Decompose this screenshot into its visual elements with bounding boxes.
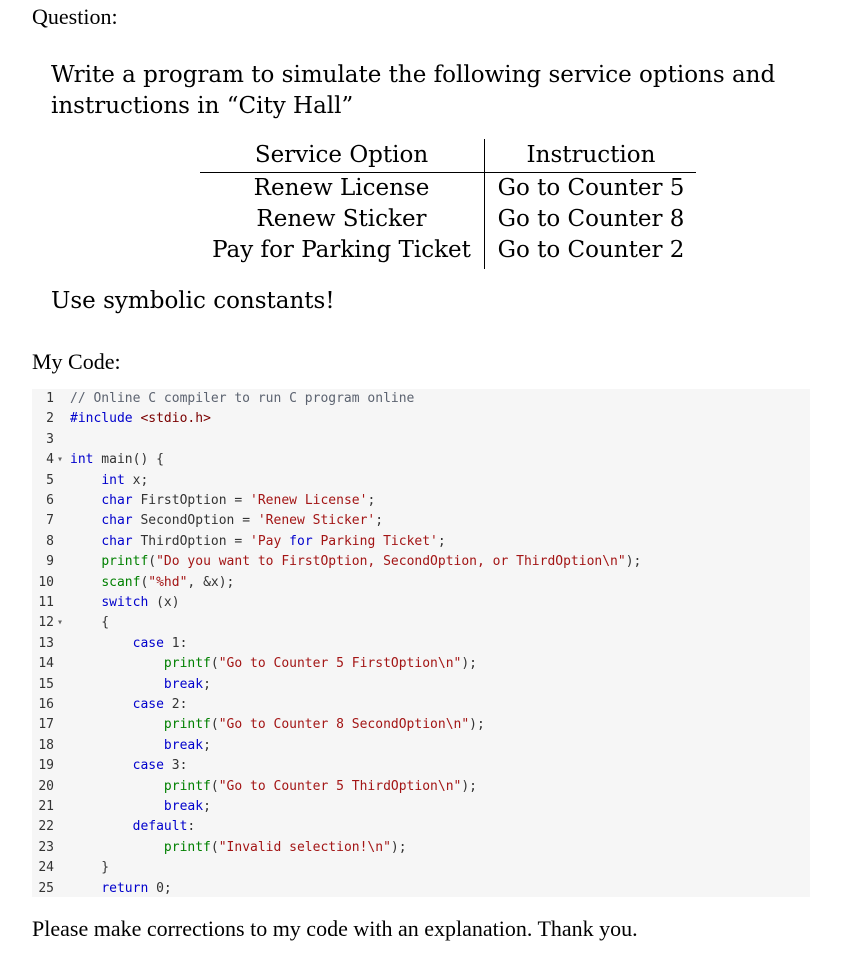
code-text: case 2: bbox=[132, 697, 188, 712]
line-number: 2 bbox=[46, 411, 54, 427]
code-line bbox=[32, 573, 810, 593]
code-line bbox=[32, 817, 810, 837]
table-header-service-option: Service Option bbox=[254, 142, 429, 168]
line-number: 23 bbox=[38, 839, 54, 855]
closing-request: Please make corrections to my code with an explanation. Thank you. bbox=[32, 916, 638, 941]
code-line bbox=[32, 593, 810, 613]
line-number: 1 bbox=[46, 391, 54, 406]
fold-toggle-icon[interactable]: ▾ bbox=[57, 454, 64, 466]
code-text: printf("Invalid selection!\n"); bbox=[163, 839, 407, 855]
symbolic-constants-note: Use symbolic constants! bbox=[51, 288, 335, 314]
line-number: 3 bbox=[46, 431, 54, 447]
code-text: #include <stdio.h> bbox=[70, 411, 211, 427]
table-cell-service: Renew License bbox=[253, 175, 430, 201]
line-number: 20 bbox=[38, 778, 54, 794]
line-number: 25 bbox=[38, 880, 54, 896]
line-number: 6 bbox=[46, 493, 54, 508]
code-text: return 0; bbox=[101, 880, 172, 896]
code-text: printf("Go to Counter 5 FirstOption\n"); bbox=[163, 656, 478, 672]
prompt-line-2: instructions in “City Hall” bbox=[51, 93, 354, 119]
line-number: 16 bbox=[38, 697, 54, 712]
line-number: 8 bbox=[46, 533, 54, 549]
code-line bbox=[32, 777, 810, 797]
line-number: 17 bbox=[38, 717, 54, 733]
code-line bbox=[32, 409, 810, 429]
code-line bbox=[32, 532, 810, 552]
code-line bbox=[32, 552, 810, 572]
line-number: 15 bbox=[38, 676, 54, 692]
code-line bbox=[32, 491, 810, 511]
code-line bbox=[32, 511, 810, 531]
line-number: 13 bbox=[38, 635, 54, 651]
code-line bbox=[32, 675, 810, 695]
table-cell-service: Pay for Parking Ticket bbox=[212, 237, 471, 263]
code-text: scanf("%hd", &x); bbox=[101, 574, 235, 590]
code-editor bbox=[32, 389, 810, 897]
code-text: break; bbox=[163, 676, 211, 692]
code-line bbox=[32, 838, 810, 858]
code-text: } bbox=[70, 860, 110, 876]
table-cell-instruction: Go to Counter 8 bbox=[497, 206, 685, 232]
line-number: 9 bbox=[46, 554, 54, 570]
service-table bbox=[200, 139, 696, 269]
table-cell-instruction: Go to Counter 5 bbox=[497, 175, 685, 201]
code-text: printf("Go to Counter 5 ThirdOption\n"); bbox=[163, 778, 478, 794]
question-heading: Question: bbox=[32, 4, 118, 29]
line-number: 18 bbox=[38, 737, 54, 753]
code-line bbox=[32, 471, 810, 491]
line-number: 11 bbox=[38, 595, 54, 610]
code-line bbox=[32, 715, 810, 735]
code-line bbox=[32, 797, 810, 817]
code-text: { bbox=[70, 615, 110, 631]
table-cell-service: Renew Sticker bbox=[256, 206, 427, 232]
code-text: char ThirdOption = 'Pay for Parking Ticket'; bbox=[101, 533, 446, 549]
line-number: 19 bbox=[38, 758, 54, 774]
my-code-heading: My Code: bbox=[32, 349, 121, 374]
code-text: switch (x) bbox=[101, 595, 180, 610]
code-line bbox=[32, 756, 810, 776]
code-line bbox=[32, 858, 810, 878]
code-text: printf("Do you want to FirstOption, SecondOption, or ThirdOption\n"); bbox=[101, 554, 642, 570]
line-number: 7 bbox=[46, 513, 54, 529]
code-text: break; bbox=[163, 799, 211, 814]
table-column-divider bbox=[484, 139, 485, 269]
code-line bbox=[32, 695, 810, 715]
line-number: 5 bbox=[46, 472, 54, 488]
code-text: int main() { bbox=[70, 452, 164, 468]
table-cell-instruction: Go to Counter 2 bbox=[497, 237, 685, 263]
code-line bbox=[32, 634, 810, 654]
fold-toggle-icon[interactable]: ▾ bbox=[57, 617, 64, 629]
line-number: 14 bbox=[38, 656, 54, 672]
line-number: 10 bbox=[38, 574, 54, 590]
table-header-instruction: Instruction bbox=[526, 142, 656, 168]
line-number: 22 bbox=[38, 819, 54, 835]
code-text: break; bbox=[163, 737, 211, 753]
line-number: 4 bbox=[46, 452, 54, 468]
code-text: char FirstOption = 'Renew License'; bbox=[101, 493, 376, 508]
code-text: case 3: bbox=[132, 758, 188, 774]
line-number: 21 bbox=[38, 799, 54, 814]
prompt-line-1: Write a program to simulate the following service options and bbox=[51, 62, 776, 88]
code-line bbox=[32, 879, 810, 899]
code-line bbox=[32, 389, 810, 409]
code-line bbox=[32, 430, 810, 450]
code-line bbox=[32, 736, 810, 756]
code-text: default: bbox=[132, 819, 196, 835]
line-number: 12 bbox=[38, 615, 54, 631]
code-text: // Online C compiler to run C program online bbox=[70, 391, 415, 406]
code-text: char SecondOption = 'Renew Sticker'; bbox=[101, 513, 384, 529]
code-line bbox=[32, 450, 810, 470]
code-line bbox=[32, 654, 810, 674]
code-line bbox=[32, 613, 810, 633]
code-text: printf("Go to Counter 8 SecondOption\n"); bbox=[163, 717, 485, 733]
question-prompt bbox=[51, 60, 811, 122]
code-text: int x; bbox=[101, 472, 149, 488]
line-number: 24 bbox=[38, 860, 54, 876]
code-text: case 1: bbox=[132, 635, 188, 651]
